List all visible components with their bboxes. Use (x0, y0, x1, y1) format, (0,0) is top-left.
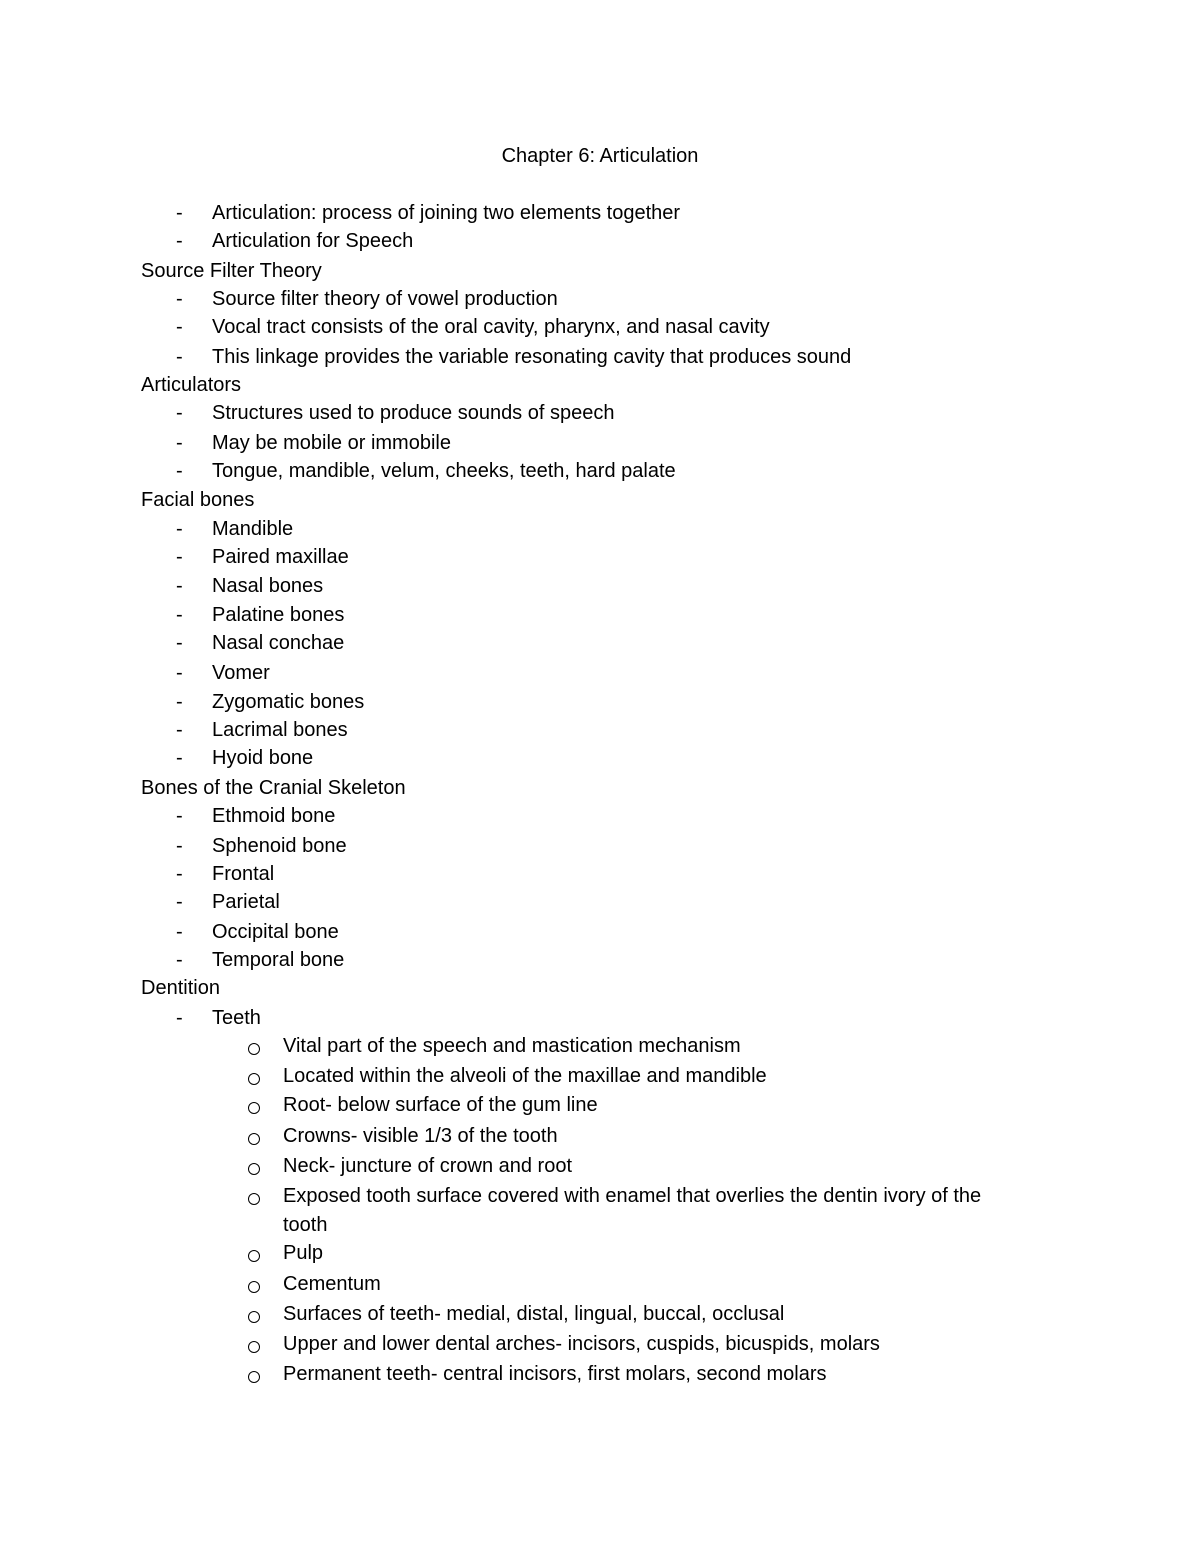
sub-list-item: Located within the alveoli of the maxillae and mandible (283, 1065, 767, 1087)
bullet-dash: - (176, 1007, 183, 1029)
section-heading: Facial bones (141, 489, 255, 511)
circle-bullet-icon (248, 1073, 260, 1085)
section-heading: Dentition (141, 977, 220, 999)
list-item: Occipital bone (212, 921, 339, 943)
list-item: Nasal bones (212, 575, 324, 597)
sub-list-item: Upper and lower dental arches- incisors, cuspids, bicuspids, molars (283, 1333, 880, 1355)
sub-list-item: Cementum (283, 1273, 381, 1295)
circle-bullet-icon (248, 1311, 260, 1323)
list-item: This linkage provides the variable resonating cavity that produces sound (212, 346, 852, 368)
bullet-dash: - (176, 662, 183, 684)
list-item: Frontal (212, 863, 275, 885)
bullet-dash: - (176, 691, 183, 713)
list-item: Tongue, mandible, velum, cheeks, teeth, hard palate (212, 460, 676, 482)
list-item: Temporal bone (212, 949, 345, 971)
list-item: Mandible (212, 518, 294, 540)
bullet-dash: - (176, 632, 183, 654)
bullet-dash: - (176, 604, 183, 626)
section-heading: Source Filter Theory (141, 260, 322, 282)
list-item: Structures used to produce sounds of speech (212, 402, 615, 424)
bullet-dash: - (176, 891, 183, 913)
circle-bullet-icon (248, 1341, 260, 1353)
bullet-dash: - (176, 949, 183, 971)
circle-bullet-icon (248, 1163, 260, 1175)
bullet-dash: - (176, 575, 183, 597)
sub-list-item: Surfaces of teeth- medial, distal, lingual, buccal, occlusal (283, 1303, 785, 1325)
bullet-dash: - (176, 202, 183, 224)
bullet-dash: - (176, 863, 183, 885)
bullet-dash: - (176, 230, 183, 252)
list-item: Nasal conchae (212, 632, 345, 654)
bullet-dash: - (176, 747, 183, 769)
list-item: Vocal tract consists of the oral cavity, pharynx, and nasal cavity (212, 316, 770, 338)
bullet-dash: - (176, 346, 183, 368)
bullet-dash: - (176, 921, 183, 943)
sub-list-item: Pulp (283, 1242, 324, 1264)
circle-bullet-icon (248, 1193, 260, 1205)
list-item: May be mobile or immobile (212, 432, 451, 454)
sub-list-item: Neck- juncture of crown and root (283, 1155, 573, 1177)
sub-list-item: Vital part of the speech and mastication mechanism (283, 1035, 741, 1057)
list-item: Hyoid bone (212, 747, 314, 769)
list-item: Ethmoid bone (212, 805, 336, 827)
bullet-dash: - (176, 402, 183, 424)
circle-bullet-icon (248, 1133, 260, 1145)
list-item: Source filter theory of vowel production (212, 288, 558, 310)
list-item: Articulation for Speech (212, 230, 414, 252)
sub-list-item: Exposed tooth surface covered with enamel that overlies the dentin ivory of the (283, 1185, 982, 1207)
list-item: Parietal (212, 891, 280, 913)
sub-list-item: Permanent teeth- central incisors, first molars, second molars (283, 1363, 827, 1385)
list-item: Lacrimal bones (212, 719, 348, 741)
list-item: Paired maxillae (212, 546, 349, 568)
circle-bullet-icon (248, 1043, 260, 1055)
section-heading: Articulators (141, 374, 242, 396)
list-item: Vomer (212, 662, 270, 684)
section-heading: Bones of the Cranial Skeleton (141, 777, 406, 799)
circle-bullet-icon (248, 1371, 260, 1383)
circle-bullet-icon (248, 1250, 260, 1262)
page-title: Chapter 6: Articulation (501, 145, 699, 167)
bullet-dash: - (176, 719, 183, 741)
bullet-dash: - (176, 460, 183, 482)
sub-list-item: Crowns- visible 1/3 of the tooth (283, 1125, 558, 1147)
bullet-dash: - (176, 835, 183, 857)
circle-bullet-icon (248, 1102, 260, 1114)
bullet-dash: - (176, 805, 183, 827)
list-item: Palatine bones (212, 604, 345, 626)
bullet-dash: - (176, 518, 183, 540)
bullet-dash: - (176, 316, 183, 338)
list-item: Zygomatic bones (212, 691, 365, 713)
circle-bullet-icon (248, 1281, 260, 1293)
sub-list-item-continuation: tooth (283, 1214, 328, 1236)
bullet-dash: - (176, 546, 183, 568)
list-item: Teeth (212, 1007, 261, 1029)
bullet-dash: - (176, 288, 183, 310)
sub-list-item: Root- below surface of the gum line (283, 1094, 598, 1116)
list-item: Sphenoid bone (212, 835, 347, 857)
list-item: Articulation: process of joining two elements together (212, 202, 681, 224)
bullet-dash: - (176, 432, 183, 454)
